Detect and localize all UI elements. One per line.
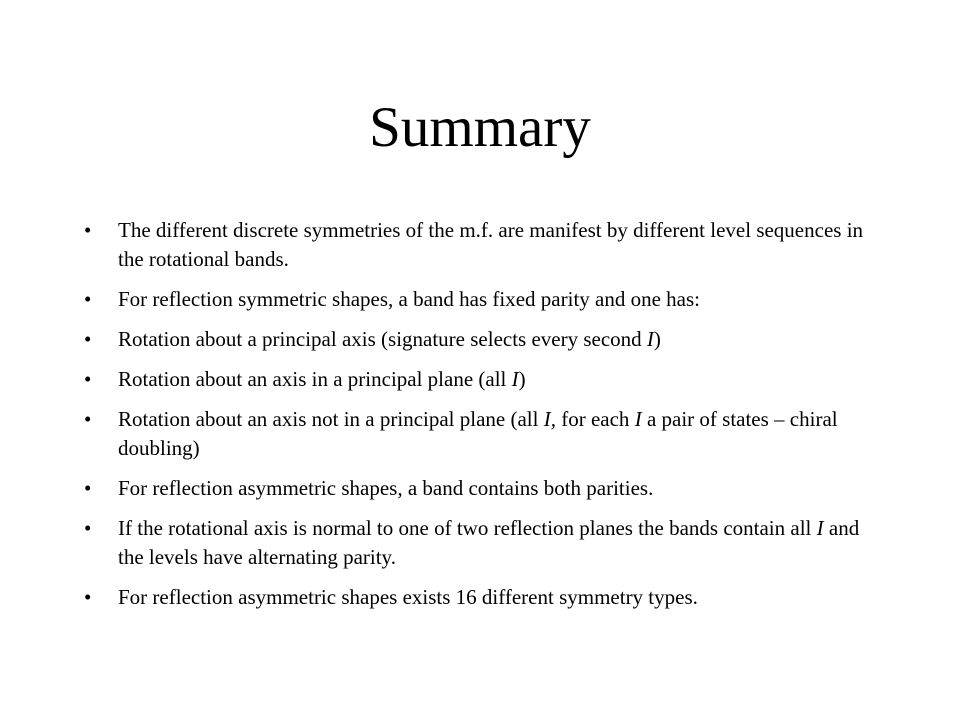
italic-symbol: I, [543, 407, 556, 431]
bullet-marker: • [84, 407, 92, 431]
bullet-text: Rotation about an axis in a principal plane (all [118, 367, 512, 391]
bullet-text: ) [518, 367, 526, 391]
bullet-marker: • [84, 516, 92, 540]
bullet-text: and the levels have alternating parity. [118, 516, 860, 569]
bullet-item [84, 285, 884, 314]
bullet-text: Rotation about an axis not in a principal plane (all [118, 407, 544, 431]
bullet-marker: • [84, 287, 92, 311]
bullet-marker: • [84, 585, 92, 609]
bullet-marker: • [84, 327, 92, 351]
italic-symbol: I [511, 367, 519, 391]
bullet-text: The different discrete symmetries of the m.f. are manifest by different level sequences in the rotational bands. [118, 218, 864, 271]
bullet-marker: • [84, 367, 92, 391]
bullet-marker: • [84, 476, 92, 500]
bullet-text: For reflection asymmetric shapes, a band contains both parities. [118, 476, 654, 500]
bullet-text: Rotation about a principal axis (signature selects every second [118, 327, 647, 351]
bullet-item [84, 325, 884, 354]
bullet-text: If the rotational axis is normal to one of two reflection planes the bands contain all [118, 516, 817, 540]
bullet-item [84, 216, 884, 274]
bullet-item [84, 474, 884, 503]
italic-symbol: I [634, 407, 642, 431]
bullet-list [84, 216, 884, 623]
bullet-item [84, 365, 884, 394]
bullet-marker: • [84, 218, 92, 242]
italic-symbol: I [816, 516, 824, 540]
bullet-item [84, 514, 884, 572]
bullet-text: ) [653, 327, 661, 351]
italic-symbol: I [646, 327, 654, 351]
bullet-text: a pair of states – chiral doubling) [118, 407, 838, 460]
bullet-item [84, 583, 884, 612]
bullet-item [84, 405, 884, 463]
bullet-text: for each [555, 407, 635, 431]
bullet-text: For reflection symmetric shapes, a band has fixed parity and one has: [118, 287, 700, 311]
slide-title: Summary [369, 96, 591, 159]
bullet-text: For reflection asymmetric shapes exists 16 different symmetry types. [118, 585, 698, 609]
